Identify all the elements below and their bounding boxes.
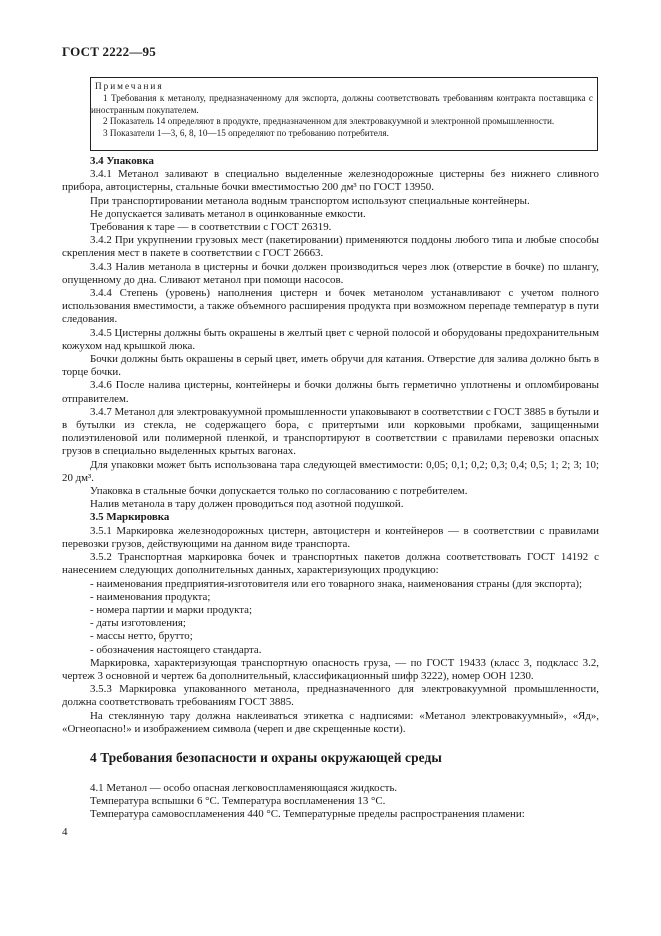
subsection-heading: 3.4 Упаковка <box>90 155 154 167</box>
paragraph: Не допускается заливать метанол в оцинкованные емкости. <box>90 207 366 220</box>
subsection-heading: 3.5 Маркировка <box>90 511 170 524</box>
paragraph: 3.4.5 Цистерны должны быть окрашены в желтый цвет с черной полосой и оборудованы предохранительным кожухом над крышкой люка. <box>62 326 599 352</box>
section-4-body <box>62 782 599 822</box>
paragraph: Бочки должны быть окрашены в серый цвет, иметь обручи для катания. Отверстие для залива должно быть в торце бочки. <box>62 353 599 379</box>
paragraph: Требования к таре — в соответствии с ГОСТ 26319. <box>90 221 332 234</box>
list-item: - наименования продукта; <box>90 590 211 603</box>
paragraph: При транспортировании метанола водным транспортом используют специальные контейнеры. <box>90 194 530 207</box>
paragraph: 3.5.3 Маркировка упакованного метанола, предназначенного для электровакуумной промышленности, должна соответствовать требованиям ГОСТ 3885. <box>62 683 599 709</box>
paragraph: Налив метанола в тару должен проводиться под азотной подушкой. <box>90 498 404 511</box>
list-item: - номера партии и марки продукта; <box>90 603 253 616</box>
note-1: 1 Требования к метанолу, предназначенному для экспорта, должны соответствовать требованиям контракта поставщика с иностранным покупателем. <box>91 92 593 115</box>
notes-box <box>90 77 598 151</box>
paragraph: 3.4.6 После налива цистерны, контейнеры и бочки должны быть герметично уплотнены и опломбированы отправителем. <box>62 379 599 405</box>
paragraph: Маркировка, характеризующая транспортную опасность груза, — по ГОСТ 19433 (класс 3, подкласс 3.2, чертеж 3 основной и чертеж 6а дополнительный, классификационный шифр 3222), номер ООН 1230. <box>62 656 599 682</box>
note-2: 2 Показатель 14 определяют в продукте, предназначенном для электровакуумной и электронной промышленности. <box>103 116 555 127</box>
paragraph: 3.4.3 Налив метанола в цистерны и бочки должен производиться через люк (отверстие в бочке) по шлангу, опущенному до дна. Сливают метанол при помощи насосов. <box>62 260 599 286</box>
paragraph: Для упаковки может быть использована тара следующей вместимости: 0,05; 0,1; 0,2; 0,3; 0,4; 0,5; 1; 2; 3; 10; 20 дм³. <box>62 458 599 484</box>
notes-title: Примечания <box>95 81 164 91</box>
paragraph: 3.4.7 Метанол для электровакуумной промышленности упаковывают в соответствии с ГОСТ 3885 в бутыли и в бутылки из стекла, не содержащего бора, с притертыми или корковыми пробками, защищенными полиэтиленовой или полимерной пленкой, и транспортируют в соответствии с правилами перевозки опасных грузов в специально выделенных крытых вагонах. <box>62 405 599 458</box>
paragraph: 3.5.2 Транспортная маркировка бочек и транспортных пакетов должна соответствовать ГОСТ 14192 с нанесением следующих дополнительных данных, характеризующих продукцию: <box>62 551 599 577</box>
page-header: ГОСТ 2222—95 <box>62 44 156 59</box>
paragraph: - наименования предприятия-изготовителя или его товарного знака, наименования страны (для экспорта); <box>90 577 583 590</box>
list-item: - массы нетто, брутто; <box>90 630 193 643</box>
note-3: 3 Показатели 1—3, 6, 8, 10—15 определяют по требованию потребителя. <box>103 128 389 139</box>
paragraph: Температура вспышки 6 °С. Температура воспламенения 13 °С. <box>90 795 386 808</box>
paragraph: 4.1 Метанол — особо опасная легковоспламеняющаяся жидкость. <box>90 782 398 794</box>
paragraph: 3.5.1 Маркировка железнодорожных цистерн, автоцистерн и контейнеров — в соответствии с правилами перевозки грузов, действующими на данном виде транспорта. <box>62 524 599 550</box>
paragraph: 3.4.4 Степень (уровень) наполнения цистерн и бочек метанолом устанавливают с учетом полного использования вместимости, а также объемного расширения продукта при возможном перепаде температур в пути следования. <box>62 287 599 326</box>
body-text <box>62 155 599 736</box>
paragraph: Температура самовоспламенения 440 °С. Температурные пределы распространения пламени: <box>90 808 525 821</box>
paragraph: Упаковка в стальные бочки допускается только по согласованию с потребителем. <box>90 485 468 498</box>
list-item: - обозначения настоящего стандарта. <box>90 643 262 656</box>
paragraph: На стеклянную тару должна наклеиваться этикетка с надписями: «Метанол электровакуумный», «Яд», «Огнеопасно!» и изображением символа (череп и две скрещенные кости). <box>62 709 599 735</box>
paragraph: 3.4.1 Метанол заливают в специально выделенные железнодорожные цистерны без нижнего сливного прибора, автоцистерны, стальные бочки вместимостью 200 дм³ по ГОСТ 13950. <box>62 168 599 194</box>
section-4-title: 4 Требования безопасности и охраны окружающей среды <box>90 750 442 765</box>
paragraph: 3.4.2 При укрупнении грузовых мест (пакетировании) применяются поддоны любого типа и любые способы скрепления мест в пакете в соответствии с ГОСТ 26663. <box>62 234 599 260</box>
list-item: - даты изготовления; <box>90 617 186 630</box>
page-number: 4 <box>62 826 68 838</box>
